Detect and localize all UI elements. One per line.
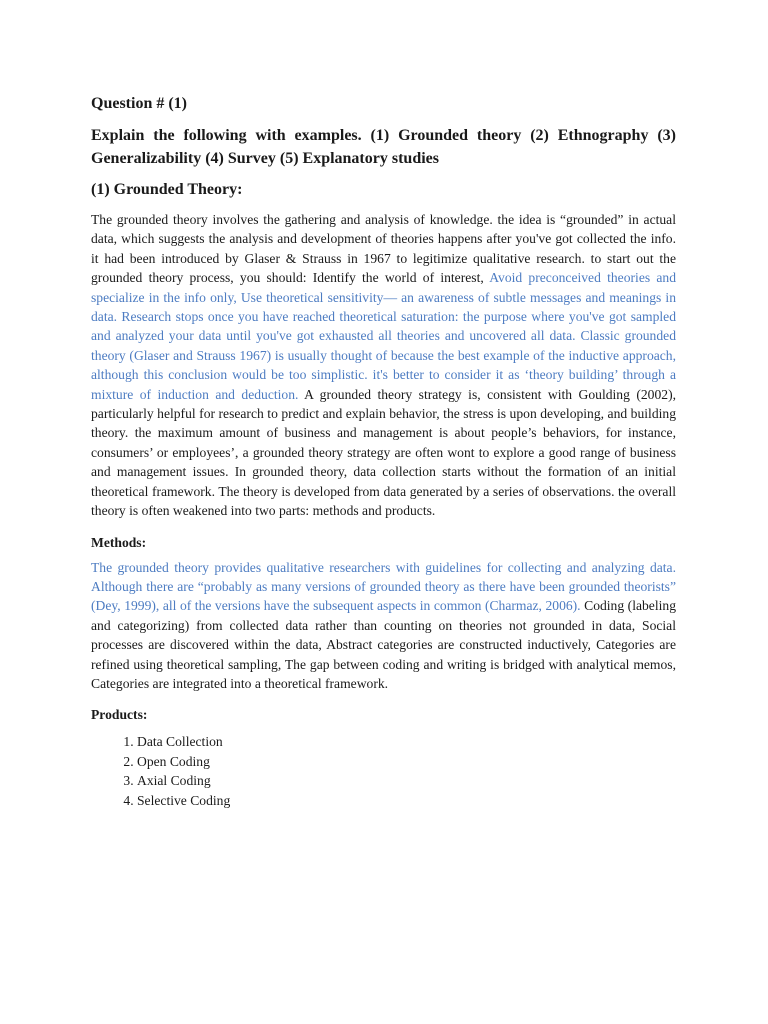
- list-item: 3. Axial Coding: [137, 771, 676, 790]
- list-item: 2. Open Coding: [137, 752, 676, 771]
- para2-text-b: Coding (labeling and categorizing) from collected data rather than counting on theories not grounded in data, Social processes are discovered within the data, Abstract categories are constructed inductively, Categories are refined using theoretical sampling, The gap between coding and writing is bridged with analytical memos, Categories are integrated into a theoretical framework.: [91, 598, 676, 691]
- para1-text-a: The grounded theory involves the gathering and analysis of knowledge. the idea is “grounded” in actual data, which suggests the analysis and development of theories happens after you've got collected the info. it had been introduced by Glaser & Strauss in 1967 to legitimize qualitative research. to start out the grounded theory process, you should: Identify the world of interest,: [91, 212, 676, 286]
- list-item: 1. Data Collection: [137, 732, 676, 751]
- para1-text-c: A grounded theory strategy is, consistent with Goulding (2002), particularly helpful for research to predict and explain behavior, the stress is upon developing, and building theory. the maximum amount of business and management is about people’s behaviors, for instance, consumers’ or employees’, a grounded theory strategy are often wont to explore a good range of business and management issues. In grounded theory, data collection starts without the formation of an initial theoretical framework. The theory is developed from data generated by a series of observations. the overall theory is often weakened into two parts: methods and products.: [91, 386, 676, 519]
- grounded-theory-paragraph: [91, 210, 676, 521]
- para1-highlight: Avoid preconceived theories and specialize in the info only, Use theoretical sensitivity— an awareness of subtle messages and meanings in data. Research stops once you have reached theoretical saturation: the purpose where you've got sampled and analyzed your data until you've got exhausted all theories and uncovered all data. Classic grounded theory (Glaser and Strauss 1967) is usually thought of because the best example of the inductive approach, although this conclusion would be too simplistic. it's better to consider it as ‘theory building’ through a mixture of induction and deduction.: [91, 270, 676, 402]
- products-title: Products:: [91, 707, 148, 723]
- para2-highlight: The grounded theory provides qualitative researchers with guidelines for collecting and analyzing data. Although there are “probably as many versions of grounded theory as there have been grounded theorists” (Dey, 1999), all of the versions have the subsequent aspects in common (Charmaz, 2006).: [91, 559, 676, 614]
- methods-title: Methods:: [91, 534, 147, 550]
- products-list: [91, 732, 676, 810]
- section-title: (1) Grounded Theory:: [91, 181, 243, 198]
- question-intro: Explain the following with examples. (1) Grounded theory (2) Ethnography (3) Generalizability (4) Survey (5) Explanatory studies: [91, 127, 676, 167]
- methods-paragraph: [91, 558, 676, 694]
- question-label: Question # (1): [91, 95, 187, 112]
- list-item: 4. Selective Coding: [137, 791, 676, 810]
